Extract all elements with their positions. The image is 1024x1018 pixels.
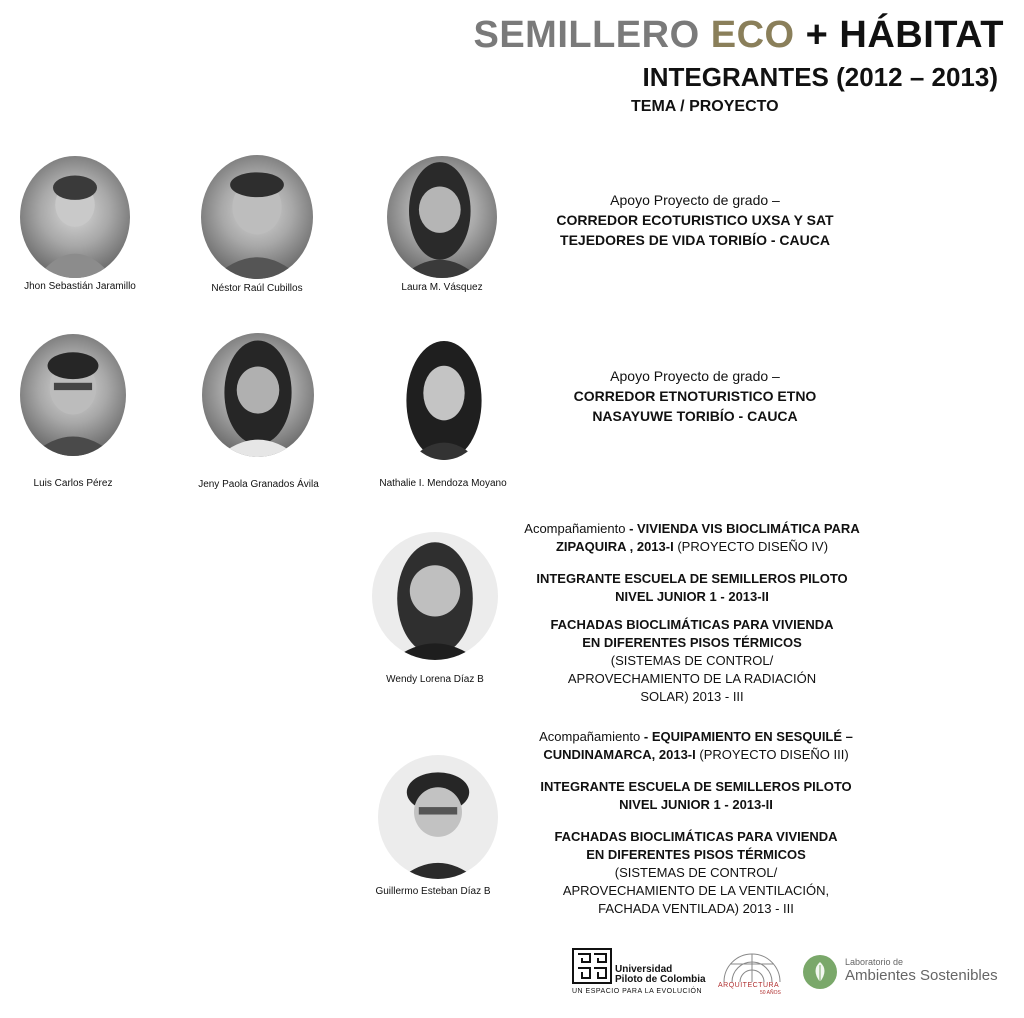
member-photo: [202, 333, 314, 457]
member-photo: [20, 156, 130, 278]
member-photo: [201, 155, 313, 279]
member-name: Jhon Sebastián Jaramillo: [24, 281, 136, 292]
member-name: Laura M. Vásquez: [401, 282, 483, 293]
leaf-icon: [803, 955, 837, 989]
member-name: Wendy Lorena Díaz B: [386, 674, 484, 685]
page-title: SEMILLERO ECO + HÁBITAT: [473, 14, 1004, 56]
university-name: Universidad Piloto de Colombia: [615, 964, 706, 985]
member-name: Guillermo Esteban Díaz B: [375, 886, 491, 897]
member-photo: [387, 156, 497, 278]
project-description: Acompañamiento - EQUIPAMIENTO EN SESQUILÉ – CUNDINAMARCA, 2013-I (PROYECTO DISEÑO III) INTEGRANTE ESCUELA DE SEMILLEROS PILOTO NIVEL JUNIOR 1 - 2013-II FACHADAS BIOCLIMÁTICAS PARA VIVIENDA EN DIFERENTES PISOS TÉRMICOS (SISTEMAS DE CONTROL/ APROVECHAMIENTO DE LA VENTILACIÓN, FACHADA VENTILADA) 2013 - III: [539, 729, 853, 916]
member-name: Néstor Raúl Cubillos: [211, 283, 303, 294]
project-description: Acompañamiento - VIVIENDA VIS BIOCLIMÁTICA PARA ZIPAQUIRA , 2013-I (PROYECTO DISEÑO IV) INTEGRANTE ESCUELA DE SEMILLEROS PILOTO NIVEL JUNIOR 1 - 2013-II FACHADAS BIOCLIMÁTICAS PARA VIVIENDA EN DIFERENTES PISOS TÉRMICOS (SISTEMAS DE CONTROL/ APROVECHAMIENTO DE LA RADIACIÓN SOLAR) 2013 - III: [524, 521, 860, 704]
portrait-icon: [201, 155, 313, 279]
project-description: Apoyo Proyecto de grado – CORREDOR ETNOTURISTICO ETNO NASAYUWE TORIBÍO - CAUCA: [573, 368, 817, 424]
theme-label: TEMA / PROYECTO: [631, 98, 779, 115]
member-photo: [397, 336, 491, 460]
portrait-icon: [202, 333, 314, 457]
portrait-icon: [372, 532, 498, 660]
portrait-icon: [20, 156, 130, 278]
portrait-icon: [20, 334, 126, 456]
member-name: Jeny Paola Granados Ávila: [198, 479, 319, 490]
portrait-icon: [387, 156, 497, 278]
lab-name: Laboratorio de Ambientes Sostenibles: [845, 957, 998, 984]
page-subtitle: INTEGRANTES (2012 – 2013): [642, 62, 998, 92]
university-tagline: UN ESPACIO PARA LA EVOLUCIÓN: [572, 988, 703, 995]
arquitectura-label: ARQUITECTURA: [718, 982, 780, 989]
member-photo: [372, 532, 498, 660]
member-name: Luis Carlos Pérez: [33, 478, 113, 489]
portrait-icon: [397, 336, 491, 460]
member-name: Nathalie I. Mendoza Moyano: [379, 478, 507, 489]
project-description: Apoyo Proyecto de grado – CORREDOR ECOTURISTICO UXSA Y SAT TEJEDORES DE VIDA TORIBÍO - CAUCA: [556, 192, 834, 248]
university-logo-icon: [572, 948, 612, 984]
portrait-icon: [378, 755, 498, 879]
member-photo: [20, 334, 126, 456]
member-photo: [378, 755, 498, 879]
arquitectura-sub: 50 AÑOS: [760, 990, 781, 996]
